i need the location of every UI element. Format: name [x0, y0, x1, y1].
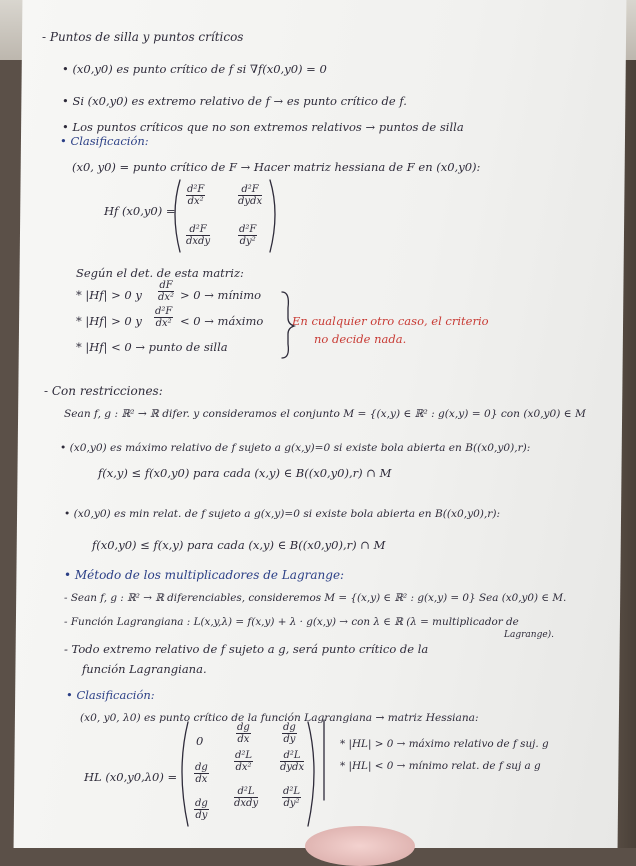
classification-heading: • Clasificación:	[60, 134, 149, 148]
bordered-hessian-entry-22: $\frac{\text{d²L}}{\text{dx²}}$	[235, 750, 253, 773]
relative-max-formula: f(x,y) ≤ f(x0,y0) para cada (x,y) ∈ B((x0,y0),r) ∩ M	[98, 466, 392, 480]
bordered-hessian-entry-12: $\frac{dg}{dx}$	[237, 722, 250, 745]
lagrange-method-heading: • Método de los multiplicadores de Lagrange:	[64, 568, 345, 582]
bordered-hessian-entry-21: $\frac{dg}{dx}$	[195, 762, 208, 785]
bordered-hessian-entry-32: d²L dxdy	[234, 786, 259, 809]
relative-max-definition: • (x0,y0) es máximo relativo de f sujeto a g(x,y)=0 si existe bola abierta en B((x0,y0),r):	[60, 442, 531, 454]
bordered-case-max: * |HL| > 0 → máximo relativo de f suj. g	[340, 738, 549, 750]
bordered-hessian-entry-31: $\frac{dg}{dy}$	[195, 798, 208, 821]
bullet-extreme-implies-critical: • Si (x0,y0) es extremo relativo de f → es punto crítico de f.	[62, 94, 407, 108]
hessian-label: Hf (x0,y0) =	[104, 204, 176, 218]
hessian-entry-11: $\frac{\text{d²F}}{\text{dx²}}$	[187, 184, 205, 207]
constraint-set-definition: Sean f, g : ℝ² → ℝ difer. y consideramos el conjunto M = {(x,y) ∈ ℝ² : g(x,y) = 0} con (x0,y0) ∈ M	[64, 408, 586, 420]
extreme-is-critical: - Todo extremo relativo de f sujeto a g, será punto crítico de la	[64, 642, 429, 656]
case-minimum-b: > 0 → mínimo	[180, 288, 262, 302]
case-maximum-a: * |Hf| > 0 y	[76, 314, 142, 328]
bordered-hessian-entry-23: d²L dydx	[280, 750, 305, 773]
hessian-intro: (x0, y0) = punto crítico de F → Hacer matriz hessiana de F en (x0,y0):	[72, 160, 481, 174]
determinant-intro: Según el det. de esta matriz:	[76, 266, 244, 280]
relative-min-definition: • (x0,y0) es min relat. de f sujeto a g(x,y)=0 si existe bola abierta en B((x0,y0),r):	[64, 508, 501, 520]
lagrangian-function: - Función Lagrangiana : L(x,y,λ) = f(x,y) + λ · g(x,y) → con λ ∈ ℝ (λ = multiplicador de	[64, 616, 519, 628]
hessian-entry-21: d²F dxdy	[186, 224, 211, 247]
bordered-case-min: * |HL| < 0 → mínimo relat. de f suj a g	[340, 760, 541, 772]
extreme-is-critical-cont: función Lagrangiana.	[82, 662, 207, 676]
case-minimum-fraction: $\frac{dF}{\text{dx²}}$	[158, 280, 175, 303]
lagrangian-critical-point: (x0, y0, λ0) es punto crítico de la función Lagrangiana → matriz Hessiana:	[80, 712, 479, 724]
red-note-line1: En cualquier otro caso, el criterio	[292, 314, 489, 328]
section-title-constraints: - Con restricciones:	[44, 384, 163, 398]
case-maximum-fraction: $\frac{\text{d²F}}{\text{dx²}}$	[155, 306, 173, 329]
bullet-critical-point-def: • (x0,y0) es punto crítico de f si ∇f(x0,y0) = 0	[62, 62, 327, 76]
section-title-critical-points: - Puntos de silla y puntos críticos	[42, 30, 244, 44]
lagrange-setup: - Sean f, g : ℝ² → ℝ diferenciables, consideremos M = {(x,y) ∈ ℝ² : g(x,y) = 0} Sea (x0,y0) ∈ M.	[64, 592, 567, 604]
case-saddle: * |Hf| < 0 → punto de silla	[76, 340, 228, 354]
hessian-entry-12: d²F dydx	[238, 184, 263, 207]
bordered-hessian-label: HL (x0,y0,λ0) =	[84, 770, 178, 784]
bordered-hessian-entry-13: $\frac{dg}{dy}$	[283, 722, 296, 745]
bullet-saddle-points: • Los puntos críticos que no son extremos relativos → puntos de silla	[62, 120, 464, 134]
case-minimum-a: * |Hf| > 0 y	[76, 288, 142, 302]
lagrange-multiplier-note: Lagrange).	[504, 630, 555, 640]
relative-min-formula: f(x0,y0) ≤ f(x,y) para cada (x,y) ∈ B((x0,y0),r) ∩ M	[92, 538, 386, 552]
finger-tip	[305, 826, 415, 866]
bordered-hessian-entry-11: 0	[196, 734, 204, 748]
classification-heading-2: • Clasificación:	[66, 688, 155, 702]
bordered-hessian-entry-33: $\frac{\text{d²L}}{\text{dy²}}$	[283, 786, 301, 809]
case-maximum-b: < 0 → máximo	[180, 314, 264, 328]
hessian-entry-22: $\frac{\text{d²F}}{\text{dy²}}$	[239, 224, 257, 247]
red-note-line2: no decide nada.	[314, 332, 407, 346]
